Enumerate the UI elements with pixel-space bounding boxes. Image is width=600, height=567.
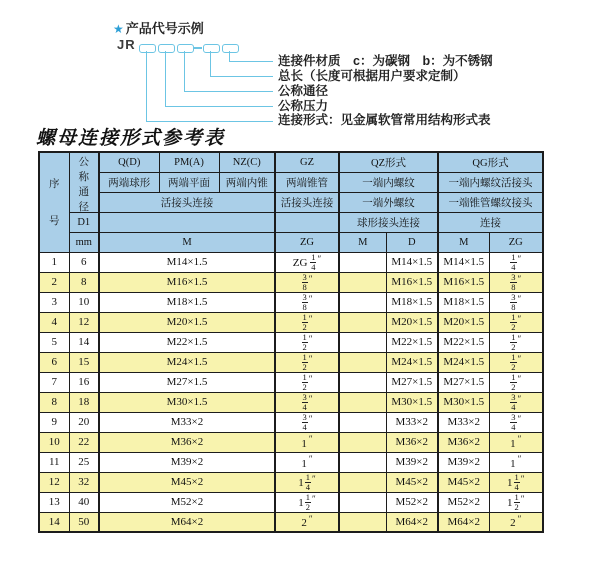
column-header-seq: 序 号 — [39, 152, 69, 252]
cell-gz: ZG $\frac{1}{4}$ ″ — [275, 252, 339, 272]
cell-seq: 13 — [39, 492, 69, 512]
cell-dn: 6 — [69, 252, 99, 272]
table-body — [39, 252, 543, 532]
cell-qg-m: M64×2 — [438, 512, 489, 532]
cell-qz-d: M16×1.5 — [386, 272, 438, 292]
header-qz-d: D — [386, 232, 438, 252]
product-code-heading-text: 产品代号示例 — [125, 21, 204, 36]
cell-thread-m: M39×2 — [99, 452, 275, 472]
cell-qz-m — [339, 492, 386, 512]
cell-gz: 2 ″ — [275, 512, 339, 532]
cell-dn: 40 — [69, 492, 99, 512]
cell-qz-d: M39×2 — [386, 452, 438, 472]
cell-thread-m: M22×1.5 — [99, 332, 275, 352]
cell-seq: 12 — [39, 472, 69, 492]
cell-seq: 4 — [39, 312, 69, 332]
table-row — [39, 392, 543, 412]
header-d1: D1 — [69, 212, 99, 232]
cell-qz-d: M18×1.5 — [386, 292, 438, 312]
cell-dn: 22 — [69, 432, 99, 452]
cell-qg-m: M33×2 — [438, 412, 489, 432]
cell-qz-d: M33×2 — [386, 412, 438, 432]
cell-qg-m: M18×1.5 — [438, 292, 489, 312]
cell-qg-zg: $\frac{1}{2}$ ″ — [489, 332, 543, 352]
diagram-label-diameter: 公称通径 — [278, 84, 329, 98]
cell-seq: 6 — [39, 352, 69, 372]
cell-dn: 16 — [69, 372, 99, 392]
column-header-pm: PM(A) — [159, 152, 219, 172]
product-code-prefix: JR — [117, 37, 136, 52]
cell-qg-m: M30×1.5 — [438, 392, 489, 412]
table-row — [39, 352, 543, 372]
table-row — [39, 292, 543, 312]
cell-gz: 1 ″ — [275, 432, 339, 452]
header-thread-zg: ZG — [275, 232, 339, 252]
column-header-q: Q(D) — [99, 152, 159, 172]
cell-qz-d: M24×1.5 — [386, 352, 438, 372]
cell-qg-zg: $\frac{3}{8}$ ″ — [489, 272, 543, 292]
cell-qg-m: M39×2 — [438, 452, 489, 472]
cell-gz: $\frac{1}{2}$ ″ — [275, 372, 339, 392]
cell-qg-m: M14×1.5 — [438, 252, 489, 272]
column-header-qz: QZ形式 — [339, 152, 438, 172]
cell-qg-zg: $\frac{3}{4}$ ″ — [489, 392, 543, 412]
cell-qz-m — [339, 452, 386, 472]
header-mm: mm — [69, 232, 99, 252]
cell-dn: 10 — [69, 292, 99, 312]
cell-qz-m — [339, 512, 386, 532]
header-qz-desc: 一端内螺纹 — [339, 172, 438, 192]
cell-qg-m: M36×2 — [438, 432, 489, 452]
cell-thread-m: M24×1.5 — [99, 352, 275, 372]
cell-thread-m: M45×2 — [99, 472, 275, 492]
cell-qz-m — [339, 472, 386, 492]
table-row — [39, 432, 543, 452]
cell-qg-zg: $\frac{1}{2}$ ″ — [489, 312, 543, 332]
cell-qz-m — [339, 252, 386, 272]
cell-qz-d: M30×1.5 — [386, 392, 438, 412]
cell-gz: $\frac{3}{4}$ ″ — [275, 412, 339, 432]
cell-thread-m: M20×1.5 — [99, 312, 275, 332]
cell-seq: 14 — [39, 512, 69, 532]
cell-seq: 11 — [39, 452, 69, 472]
header-gz-desc: 两端锥管 — [275, 172, 339, 192]
cell-gz: $\frac{1}{2}$ ″ — [275, 332, 339, 352]
cell-qg-m: M22×1.5 — [438, 332, 489, 352]
page-title: 螺母连接形式参考表 — [36, 128, 226, 149]
table-row — [39, 512, 543, 532]
cell-qz-d: M36×2 — [386, 432, 438, 452]
cell-qz-m — [339, 352, 386, 372]
cell-qz-d: M64×2 — [386, 512, 438, 532]
header-qg-taper-joint: 一端锥管螺纹接头 — [438, 192, 543, 212]
reference-table — [38, 151, 544, 533]
cell-qz-m — [339, 372, 386, 392]
cell-qg-m: M20×1.5 — [438, 312, 489, 332]
cell-qz-m — [339, 332, 386, 352]
cell-qz-d: M22×1.5 — [386, 332, 438, 352]
cell-gz: $\frac{3}{4}$ ″ — [275, 392, 339, 412]
cell-qg-zg: $\frac{1}{4}$ ″ — [489, 252, 543, 272]
diagram-label-pressure: 公称压力 — [278, 99, 329, 113]
header-thread-m: M — [99, 232, 275, 252]
cell-seq: 10 — [39, 432, 69, 452]
cell-gz: $\frac{3}{8}$ ″ — [275, 272, 339, 292]
cell-qg-m: M24×1.5 — [438, 352, 489, 372]
connector-line-5 — [229, 51, 273, 62]
cell-seq: 9 — [39, 412, 69, 432]
cell-thread-m: M27×1.5 — [99, 372, 275, 392]
cell-thread-m: M64×2 — [99, 512, 275, 532]
cell-qg-zg: $\frac{1}{2}$ ″ — [489, 352, 543, 372]
cell-thread-m: M33×2 — [99, 412, 275, 432]
cell-qz-d: M14×1.5 — [386, 252, 438, 272]
header-q-desc: 两端球形 — [99, 172, 159, 192]
cell-qg-zg: 1 $\frac{1}{2}$ ″ — [489, 492, 543, 512]
table-row — [39, 472, 543, 492]
cell-qg-m: M52×2 — [438, 492, 489, 512]
diagram-label-connection: 连接形式：见金属软管常用结构形式表 — [278, 113, 491, 127]
cell-gz: $\frac{1}{2}$ ″ — [275, 312, 339, 332]
cell-seq: 1 — [39, 252, 69, 272]
table-row — [39, 252, 543, 272]
header-empty-2 — [275, 212, 339, 232]
cell-qg-zg: $\frac{3}{4}$ ″ — [489, 412, 543, 432]
cell-qz-d: M27×1.5 — [386, 372, 438, 392]
cell-qg-zg: $\frac{3}{8}$ ″ — [489, 292, 543, 312]
table-row — [39, 312, 543, 332]
cell-thread-m: M18×1.5 — [99, 292, 275, 312]
header-gz-connect: 活接头连接 — [275, 192, 339, 212]
column-header-nz: NZ(C) — [219, 152, 275, 172]
cell-thread-m: M52×2 — [99, 492, 275, 512]
cell-qg-zg: 1 ″ — [489, 452, 543, 472]
cell-thread-m: M14×1.5 — [99, 252, 275, 272]
column-header-dn: 公 称 通 径 — [69, 152, 99, 212]
cell-gz: 1 $\frac{1}{4}$ ″ — [275, 472, 339, 492]
cell-dn: 50 — [69, 512, 99, 532]
header-qg-zg: ZG — [489, 232, 543, 252]
header-nz-desc: 两端内锥 — [219, 172, 275, 192]
header-qz-ext-thread: 一端外螺纹 — [339, 192, 438, 212]
cell-seq: 2 — [39, 272, 69, 292]
cell-qz-d: M52×2 — [386, 492, 438, 512]
cell-dn: 18 — [69, 392, 99, 412]
header-empty-1 — [99, 212, 275, 232]
cell-qg-zg: 1 ″ — [489, 432, 543, 452]
cell-dn: 32 — [69, 472, 99, 492]
star-icon: ★ — [113, 22, 124, 36]
header-ball-joint-connect: 球形接头连接 — [339, 212, 438, 232]
cell-gz: 1 $\frac{1}{2}$ ″ — [275, 492, 339, 512]
cell-qg-m: M16×1.5 — [438, 272, 489, 292]
table-row — [39, 492, 543, 512]
column-header-gz: GZ — [275, 152, 339, 172]
cell-qg-m: M27×1.5 — [438, 372, 489, 392]
cell-qz-m — [339, 412, 386, 432]
cell-dn: 15 — [69, 352, 99, 372]
cell-dn: 25 — [69, 452, 99, 472]
cell-gz: 1 ″ — [275, 452, 339, 472]
product-code-heading — [113, 18, 204, 37]
table-row — [39, 412, 543, 432]
table-row — [39, 272, 543, 292]
cell-thread-m: M16×1.5 — [99, 272, 275, 292]
cell-qg-zg: $\frac{1}{2}$ ″ — [489, 372, 543, 392]
cell-seq: 3 — [39, 292, 69, 312]
column-header-qg: QG形式 — [438, 152, 543, 172]
cell-qz-m — [339, 272, 386, 292]
cell-dn: 20 — [69, 412, 99, 432]
cell-seq: 7 — [39, 372, 69, 392]
header-qg-m: M — [438, 232, 489, 252]
cell-thread-m: M36×2 — [99, 432, 275, 452]
cell-gz: $\frac{1}{2}$ ″ — [275, 352, 339, 372]
header-qz-m: M — [339, 232, 386, 252]
cell-qz-m — [339, 392, 386, 412]
cell-dn: 14 — [69, 332, 99, 352]
cell-dn: 12 — [69, 312, 99, 332]
cell-qg-zg: 2 ″ — [489, 512, 543, 532]
header-union-connect: 活接头连接 — [99, 192, 275, 212]
code-dash — [193, 47, 202, 49]
cell-gz: $\frac{3}{8}$ ″ — [275, 292, 339, 312]
header-qg-desc: 一端内螺纹活接头 — [438, 172, 543, 192]
header-connect: 连接 — [438, 212, 543, 232]
cell-dn: 8 — [69, 272, 99, 292]
table-row — [39, 452, 543, 472]
table-row — [39, 372, 543, 392]
diagram-label-length: 总长（长度可根据用户要求定制） — [278, 69, 466, 83]
cell-qg-m: M45×2 — [438, 472, 489, 492]
cell-qz-d: M45×2 — [386, 472, 438, 492]
cell-qg-zg: 1 $\frac{1}{4}$ ″ — [489, 472, 543, 492]
cell-qz-m — [339, 292, 386, 312]
cell-thread-m: M30×1.5 — [99, 392, 275, 412]
diagram-label-material: 连接件材质 c：为碳钢 b：为不锈钢 — [278, 54, 493, 68]
table-row — [39, 332, 543, 352]
header-pm-desc: 两端平面 — [159, 172, 219, 192]
cell-qz-m — [339, 432, 386, 452]
cell-qz-m — [339, 312, 386, 332]
cell-seq: 8 — [39, 392, 69, 412]
cell-seq: 5 — [39, 332, 69, 352]
cell-qz-d: M20×1.5 — [386, 312, 438, 332]
